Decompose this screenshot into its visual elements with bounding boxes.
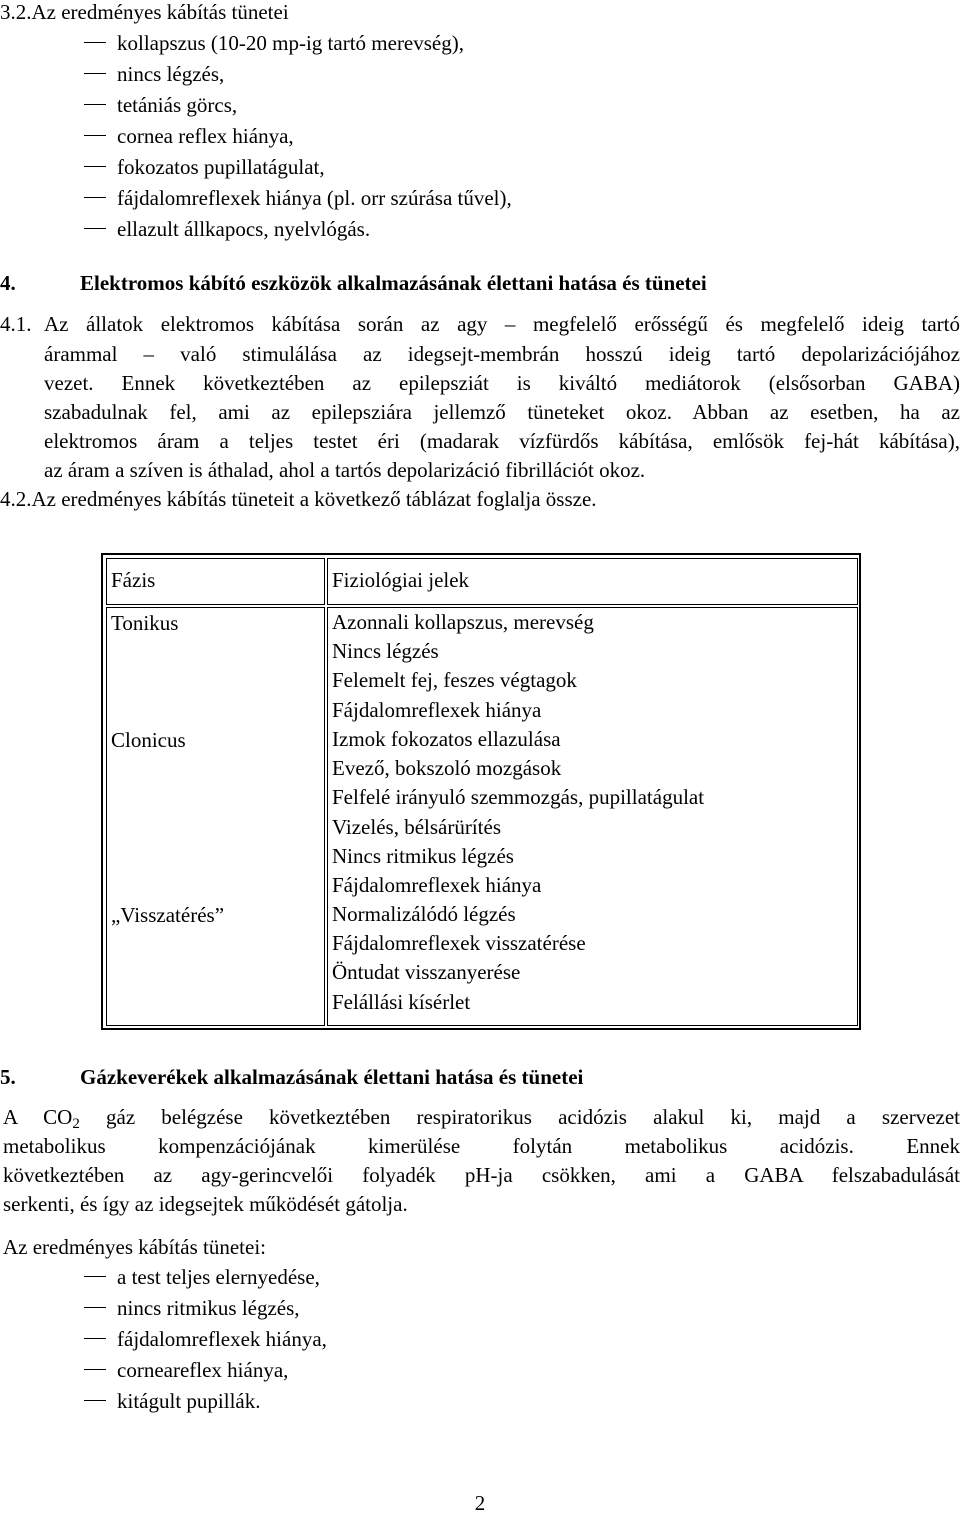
- table-row-signs: Azonnali kollapszus, merevség Nincs légzés Felemelt fej, feszes végtagok Fájdalomreflexek hiánya: [332, 610, 594, 722]
- section-4-2-text: 4.2.Az eredményes kábítás tüneteit a következő táblázat foglalja össze.: [0, 487, 597, 511]
- table-row-phase: Tonikus: [111, 611, 179, 635]
- paragraph-line: az áram a szíven is áthalad, ahol a tartós depolarizáció fibrillációt okoz.: [44, 458, 646, 482]
- section-3-2-title: 3.2.Az eredményes kábítás tünetei: [0, 0, 289, 24]
- paragraph-line: elektromos áram a teljes testet éri (madarak vízfürdős kábítása, emlősök fej-hát kábítása),: [44, 429, 960, 453]
- paragraph-line: szabadulnak fel, ami az epilepsziára jellemző tüneteket okoz. Abban az esetben, ha az: [44, 400, 960, 424]
- table-header-cell: Fiziológiai jelek: [327, 558, 858, 605]
- phases-table: [101, 553, 861, 1030]
- section-title: Elektromos kábító eszközök alkalmazásának élettani hatása és tünetei: [80, 271, 707, 295]
- page-number: 2: [474, 1491, 486, 1515]
- paragraph-line: serkenti, és így az idegsejtek működését gátolja.: [3, 1192, 408, 1216]
- table-signs-column: [327, 607, 858, 1026]
- table-row-signs: Izmok fokozatos ellazulása Evező, bokszoló mozgások Felfelé irányuló szemmozgás, pupillatágulat Vizelés, bélsárürítés Nincs ritmikus légzés Fájdalomreflexek hiánya: [332, 727, 705, 897]
- table-phase-column: [106, 607, 325, 1026]
- table-row-phase: „Visszatérés”: [111, 903, 225, 927]
- paragraph-line: A $CO_2$ gáz belégzése következtében respiratorikus acidózis alakul ki, majd a szervezet: [3, 1105, 960, 1132]
- table-header-cell: Fázis: [106, 558, 325, 605]
- section-4-heading: [0, 268, 707, 298]
- paragraph-line: vezet. Ennek következtében az epilepsziát is kiváltó mediátorok (elsősorban GABA): [44, 371, 960, 395]
- section-number: 4.: [0, 271, 16, 295]
- section-5-list-title: Az eredményes kábítás tünetei:: [3, 1235, 266, 1259]
- paragraph-line: Az állatok elektromos kábítása során az agy – megfelelő erősségű és megfelelő ideig tartó: [44, 312, 960, 336]
- section-number: 5.: [0, 1065, 16, 1089]
- table-row-signs: Normalizálódó légzés Fájdalomreflexek visszatérése Öntudat visszanyerése Felállási kísérlet: [332, 902, 586, 1014]
- paragraph-line: árammal – való stimulálása az idegsejt-membrán hosszú ideig tartó depolarizációjához: [44, 342, 960, 366]
- section-title: Gázkeverékek alkalmazásának élettani hatása és tünetei: [80, 1065, 584, 1089]
- paragraph-line: következtében az agy-gerincvelői folyadék pH-ja csökken, ami a GABA felszabadulását: [3, 1163, 960, 1187]
- table-row-phase: Clonicus: [111, 728, 186, 752]
- section-4-1-prefix: 4.1.: [0, 312, 32, 336]
- paragraph-line: metabolikus kompenzációjának kimerülése folytán metabolikus acidózis. Ennek: [3, 1134, 960, 1158]
- section-5-heading: [0, 1062, 583, 1092]
